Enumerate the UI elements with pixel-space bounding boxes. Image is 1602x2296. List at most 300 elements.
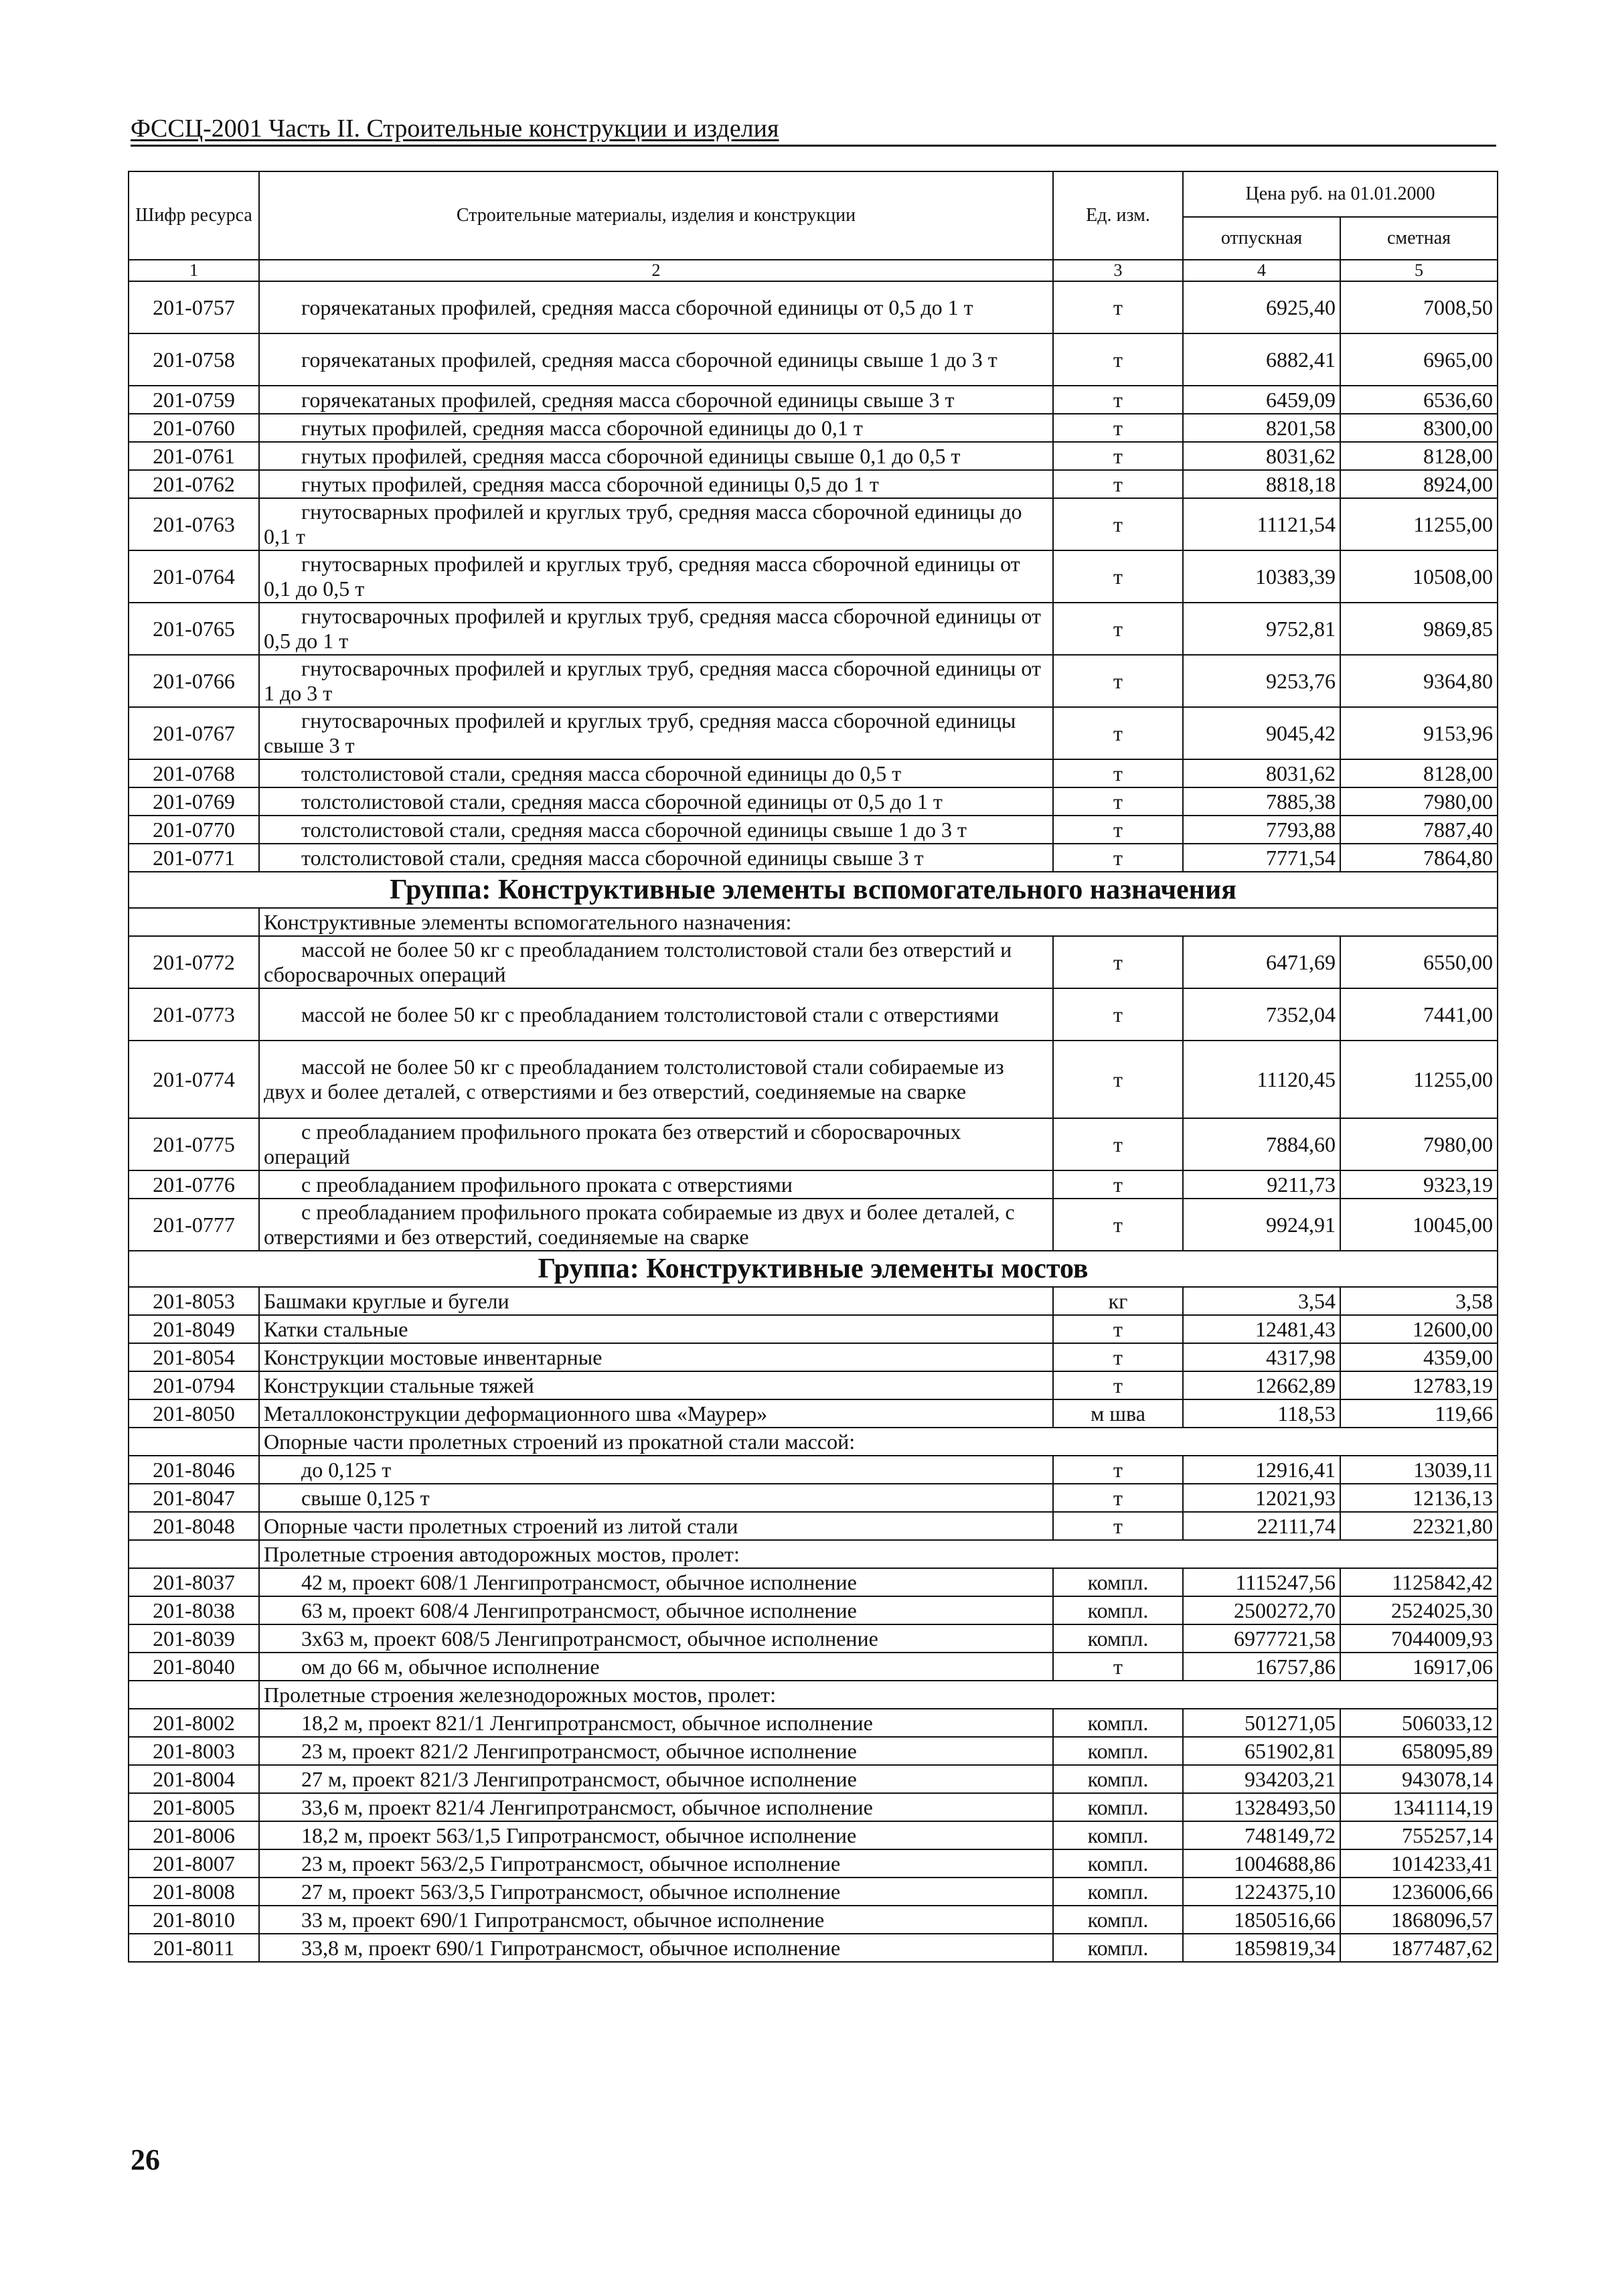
material-name [259, 1315, 1053, 1343]
resource-code: 201-8048 [129, 1512, 259, 1540]
table-row [129, 655, 1498, 707]
release-price: 1004688,86 [1183, 1849, 1340, 1878]
material-name-text: 27 м, проект 821/3 Ленгипротрансмост, обычное исполнение [301, 1766, 857, 1791]
unit-of-measure: т [1053, 1484, 1183, 1512]
material-name-text: горячекатаных профилей, средняя масса сборочной единицы свыше 1 до 3 т [301, 347, 997, 372]
material-name [259, 414, 1053, 442]
unit-of-measure: компл. [1053, 1793, 1183, 1821]
estimate-price: 7887,40 [1340, 816, 1498, 844]
release-price: 1850516,66 [1183, 1906, 1340, 1934]
column-number: 4 [1183, 260, 1340, 281]
estimate-price: 16917,06 [1340, 1653, 1498, 1681]
material-name-text: 23 м, проект 821/2 Ленгипротрансмост, обычное исполнение [301, 1738, 857, 1763]
material-name-text: толстолистовой стали, средняя масса сборочной единицы свыше 1 до 3 т [301, 817, 967, 842]
table-header [129, 171, 1498, 281]
table-row [129, 1041, 1498, 1118]
material-name-text: гнутых профилей, средняя масса сборочной единицы до 0,1 т [301, 415, 863, 440]
table-row [129, 1793, 1498, 1821]
table-row [129, 1484, 1498, 1512]
material-name [259, 1793, 1053, 1821]
estimate-price: 8128,00 [1340, 442, 1498, 470]
unit-of-measure: т [1053, 1456, 1183, 1484]
subheading-code-cell [129, 1681, 259, 1709]
release-price: 1328493,50 [1183, 1793, 1340, 1821]
release-price: 7352,04 [1183, 988, 1340, 1041]
unit-of-measure: компл. [1053, 1934, 1183, 1962]
resource-code: 201-8004 [129, 1765, 259, 1793]
resource-code: 201-0766 [129, 655, 259, 707]
material-name-text: гнутосварных профилей и круглых труб, средняя масса сборочной единицы от 0,1 до 0,5 т [264, 552, 1020, 601]
header-price-group: Цена руб. на 01.01.2000 [1183, 171, 1498, 217]
unit-of-measure: т [1053, 333, 1183, 386]
release-price: 118,53 [1183, 1399, 1340, 1428]
estimate-price: 4359,00 [1340, 1343, 1498, 1371]
release-price: 22111,74 [1183, 1512, 1340, 1540]
material-name [259, 1343, 1053, 1371]
header-code: Шифр ресурса [129, 171, 259, 260]
material-name-text: горячекатаных профилей, средняя масса сборочной единицы свыше 3 т [301, 387, 955, 412]
unit-of-measure: м шва [1053, 1399, 1183, 1428]
resource-code: 201-0757 [129, 281, 259, 333]
unit-of-measure: т [1053, 1371, 1183, 1399]
table-row [129, 1371, 1498, 1399]
release-price: 6459,09 [1183, 386, 1340, 414]
unit-of-measure: т [1053, 603, 1183, 655]
estimate-price: 7441,00 [1340, 988, 1498, 1041]
material-name-text: горячекатаных профилей, средняя масса сборочной единицы от 0,5 до 1 т [301, 295, 973, 319]
release-price: 12662,89 [1183, 1371, 1340, 1399]
material-name-text: 23 м, проект 563/2,5 Гипротрансмост, обычное исполнение [301, 1851, 841, 1876]
resource-code: 201-8046 [129, 1456, 259, 1484]
estimate-price: 13039,11 [1340, 1456, 1498, 1484]
resource-code: 201-8053 [129, 1287, 259, 1315]
header-unit: Ед. изм. [1053, 171, 1183, 260]
material-name [259, 1568, 1053, 1596]
unit-of-measure: т [1053, 988, 1183, 1041]
resource-code: 201-8037 [129, 1568, 259, 1596]
material-name [259, 1484, 1053, 1512]
table-row [129, 470, 1498, 498]
unit-of-measure: т [1053, 759, 1183, 787]
unit-of-measure: кг [1053, 1287, 1183, 1315]
table-row [129, 1399, 1498, 1428]
resource-code: 201-0794 [129, 1371, 259, 1399]
unit-of-measure: т [1053, 936, 1183, 988]
material-name [259, 844, 1053, 872]
material-name [259, 1170, 1053, 1199]
page-number: 26 [131, 2143, 160, 2176]
release-price: 4317,98 [1183, 1343, 1340, 1371]
material-name-text: с преобладанием профильного проката с отверстиями [301, 1172, 793, 1197]
resource-code: 201-0760 [129, 414, 259, 442]
table-row [129, 498, 1498, 550]
estimate-price: 1014233,41 [1340, 1849, 1498, 1878]
material-name-text: до 0,125 т [301, 1457, 392, 1482]
subheading-row [129, 908, 1498, 936]
resource-code: 201-0769 [129, 787, 259, 816]
header-estimate-price: сметная [1340, 217, 1498, 260]
unit-of-measure: компл. [1053, 1821, 1183, 1849]
release-price: 12481,43 [1183, 1315, 1340, 1343]
table-row [129, 1512, 1498, 1540]
table-row [129, 844, 1498, 872]
release-price: 1224375,10 [1183, 1878, 1340, 1906]
release-price: 6882,41 [1183, 333, 1340, 386]
table-row [129, 1934, 1498, 1962]
material-name [259, 1371, 1053, 1399]
table-row [129, 787, 1498, 816]
material-name-text: 18,2 м, проект 821/1 Ленгипротрансмост, обычное исполнение [301, 1710, 873, 1735]
resource-code: 201-8010 [129, 1906, 259, 1934]
estimate-price: 2524025,30 [1340, 1596, 1498, 1624]
release-price: 3,54 [1183, 1287, 1340, 1315]
unit-of-measure: т [1053, 1512, 1183, 1540]
material-name-text: Конструкции мостовые инвентарные [264, 1345, 603, 1369]
estimate-price: 119,66 [1340, 1399, 1498, 1428]
material-name [259, 1653, 1053, 1681]
material-name-text: гнутосварочных профилей и круглых труб, средняя масса сборочной единицы свыше 3 т [264, 708, 1016, 757]
estimate-price: 506033,12 [1340, 1709, 1498, 1737]
unit-of-measure: компл. [1053, 1906, 1183, 1934]
material-name-text: гнутосварочных профилей и круглых труб, средняя масса сборочной единицы от 1 до 3 т [264, 656, 1041, 705]
resource-code: 201-0777 [129, 1199, 259, 1251]
table-row [129, 988, 1498, 1041]
estimate-price: 12136,13 [1340, 1484, 1498, 1512]
release-price: 6471,69 [1183, 936, 1340, 988]
resource-code: 201-0758 [129, 333, 259, 386]
release-price: 12021,93 [1183, 1484, 1340, 1512]
release-price: 1859819,34 [1183, 1934, 1340, 1962]
resource-code: 201-0775 [129, 1118, 259, 1170]
resource-code: 201-8006 [129, 1821, 259, 1849]
release-price: 7884,60 [1183, 1118, 1340, 1170]
unit-of-measure: т [1053, 1315, 1183, 1343]
table-row [129, 1568, 1498, 1596]
unit-of-measure: т [1053, 281, 1183, 333]
material-name-text: Конструкции стальные тяжей [264, 1373, 534, 1397]
release-price: 10383,39 [1183, 550, 1340, 603]
estimate-price: 1877487,62 [1340, 1934, 1498, 1962]
estimate-price: 9869,85 [1340, 603, 1498, 655]
unit-of-measure: компл. [1053, 1878, 1183, 1906]
resource-code: 201-0761 [129, 442, 259, 470]
release-price: 748149,72 [1183, 1821, 1340, 1849]
material-name [259, 655, 1053, 707]
unit-of-measure: т [1053, 386, 1183, 414]
column-number: 2 [259, 260, 1053, 281]
estimate-price: 943078,14 [1340, 1765, 1498, 1793]
resource-code: 201-8002 [129, 1709, 259, 1737]
column-number: 3 [1053, 260, 1183, 281]
resource-code: 201-8003 [129, 1737, 259, 1765]
material-name-text: массой не более 50 кг с преобладанием толстолистовой стали без отверстий и сборосварочных операций [264, 937, 1012, 986]
estimate-price: 7864,80 [1340, 844, 1498, 872]
estimate-price: 755257,14 [1340, 1821, 1498, 1849]
unit-of-measure: т [1053, 1041, 1183, 1118]
material-name [259, 498, 1053, 550]
table-row [129, 414, 1498, 442]
material-name [259, 1624, 1053, 1653]
estimate-price: 9323,19 [1340, 1170, 1498, 1199]
material-name [259, 1906, 1053, 1934]
release-price: 16757,86 [1183, 1653, 1340, 1681]
estimate-price: 7980,00 [1340, 787, 1498, 816]
unit-of-measure: т [1053, 414, 1183, 442]
table-row [129, 707, 1498, 759]
material-name-text: 3х63 м, проект 608/5 Ленгипротрансмост, обычное исполнение [301, 1626, 878, 1651]
group-heading-row [129, 872, 1498, 908]
column-number: 1 [129, 260, 259, 281]
estimate-price: 9153,96 [1340, 707, 1498, 759]
unit-of-measure: т [1053, 1118, 1183, 1170]
group-title: Группа: Конструктивные элементы вспомогательного назначения [129, 872, 1498, 908]
material-name [259, 1709, 1053, 1737]
resource-code: 201-0765 [129, 603, 259, 655]
release-price: 501271,05 [1183, 1709, 1340, 1737]
material-name-text: 33,6 м, проект 821/4 Ленгипротрансмост, обычное исполнение [301, 1794, 873, 1819]
resource-code: 201-0771 [129, 844, 259, 872]
material-name [259, 550, 1053, 603]
subheading-code-cell [129, 1428, 259, 1456]
release-price: 6977721,58 [1183, 1624, 1340, 1653]
release-price: 7771,54 [1183, 844, 1340, 872]
resource-code: 201-8008 [129, 1878, 259, 1906]
release-price: 7885,38 [1183, 787, 1340, 816]
material-name [259, 1399, 1053, 1428]
table-row [129, 1737, 1498, 1765]
header-name: Строительные материалы, изделия и конструкции [259, 171, 1053, 260]
resource-code: 201-0759 [129, 386, 259, 414]
material-name-text: 33,8 м, проект 690/1 Гипротрансмост, обычное исполнение [301, 1935, 841, 1960]
estimate-price: 12783,19 [1340, 1371, 1498, 1399]
table-row [129, 550, 1498, 603]
resource-code: 201-8050 [129, 1399, 259, 1428]
table-row [129, 759, 1498, 787]
release-price: 8201,58 [1183, 414, 1340, 442]
header-release-price: отпускная [1183, 217, 1340, 260]
unit-of-measure: компл. [1053, 1737, 1183, 1765]
page-header [131, 114, 1496, 147]
material-name-text: массой не более 50 кг с преобладанием толстолистовой стали собираемые из двух и более деталей, с отверстиями и без отверстий, соединяемые на сварке [264, 1055, 1004, 1103]
resource-code: 201-0763 [129, 498, 259, 550]
resource-code: 201-0767 [129, 707, 259, 759]
column-number-row [129, 260, 1498, 281]
estimate-price: 1341114,19 [1340, 1793, 1498, 1821]
estimate-price: 1125842,42 [1340, 1568, 1498, 1596]
subheading-text: Пролетные строения железнодорожных мостов, пролет: [259, 1681, 1498, 1709]
resource-code: 201-8039 [129, 1624, 259, 1653]
table-row [129, 936, 1498, 988]
resource-code: 201-0773 [129, 988, 259, 1041]
subheading-text: Конструктивные элементы вспомогательного назначения: [259, 908, 1498, 936]
unit-of-measure: т [1053, 1653, 1183, 1681]
table-row [129, 1287, 1498, 1315]
material-name-text: свыше 0,125 т [301, 1485, 430, 1510]
resource-code: 201-0764 [129, 550, 259, 603]
material-name [259, 386, 1053, 414]
material-name-text: Катки стальные [264, 1316, 408, 1341]
unit-of-measure: компл. [1053, 1596, 1183, 1624]
table-row [129, 1765, 1498, 1793]
table-row [129, 1199, 1498, 1251]
unit-of-measure: т [1053, 498, 1183, 550]
material-name-text: 42 м, проект 608/1 Ленгипротрансмост, обычное исполнение [301, 1570, 857, 1594]
release-price: 9924,91 [1183, 1199, 1340, 1251]
estimate-price: 6536,60 [1340, 386, 1498, 414]
material-name-text: толстолистовой стали, средняя масса сборочной единицы до 0,5 т [301, 761, 902, 785]
material-name [259, 470, 1053, 498]
table-row [129, 1653, 1498, 1681]
table-row [129, 1624, 1498, 1653]
material-name [259, 1287, 1053, 1315]
unit-of-measure: т [1053, 787, 1183, 816]
unit-of-measure: т [1053, 442, 1183, 470]
table-row [129, 333, 1498, 386]
material-name [259, 1821, 1053, 1849]
table-row [129, 1343, 1498, 1371]
material-name-text: ом до 66 м, обычное исполнение [301, 1654, 600, 1679]
estimate-price: 7980,00 [1340, 1118, 1498, 1170]
material-name-text: гнутых профилей, средняя масса сборочной единицы 0,5 до 1 т [301, 471, 879, 496]
estimate-price: 1236006,66 [1340, 1878, 1498, 1906]
page-header-text: ФССЦ-2001 Часть II. Строительные конструкции и изделия [131, 114, 779, 143]
table-row [129, 386, 1498, 414]
material-name-text: гнутосварных профилей и круглых труб, средняя масса сборочной единицы до 0,1 т [264, 500, 1022, 548]
material-name [259, 707, 1053, 759]
table-row [129, 603, 1498, 655]
estimate-price: 8924,00 [1340, 470, 1498, 498]
material-name [259, 1512, 1053, 1540]
table-row [129, 1878, 1498, 1906]
material-name-text: толстолистовой стали, средняя масса сборочной единицы свыше 3 т [301, 845, 924, 870]
resource-code: 201-0774 [129, 1041, 259, 1118]
unit-of-measure: компл. [1053, 1765, 1183, 1793]
release-price: 651902,81 [1183, 1737, 1340, 1765]
unit-of-measure: т [1053, 655, 1183, 707]
table-row [129, 1315, 1498, 1343]
unit-of-measure: т [1053, 844, 1183, 872]
estimate-price: 7008,50 [1340, 281, 1498, 333]
resource-code: 201-8047 [129, 1484, 259, 1512]
table-row [129, 1118, 1498, 1170]
table-row [129, 442, 1498, 470]
estimate-price: 658095,89 [1340, 1737, 1498, 1765]
table-row [129, 1456, 1498, 1484]
release-price: 934203,21 [1183, 1765, 1340, 1793]
material-name [259, 1118, 1053, 1170]
material-name-text: с преобладанием профильного проката собираемые из двух и более деталей, с отверстиями и без отверстий, соединяемые на сварке [264, 1200, 1015, 1249]
release-price: 8031,62 [1183, 759, 1340, 787]
estimate-price: 11255,00 [1340, 498, 1498, 550]
estimate-price: 8300,00 [1340, 414, 1498, 442]
material-name [259, 442, 1053, 470]
material-name [259, 759, 1053, 787]
column-number: 5 [1340, 260, 1498, 281]
release-price: 7793,88 [1183, 816, 1340, 844]
subheading-row [129, 1428, 1498, 1456]
estimate-price: 9364,80 [1340, 655, 1498, 707]
resource-code: 201-8049 [129, 1315, 259, 1343]
table-row [129, 816, 1498, 844]
resource-code: 201-8005 [129, 1793, 259, 1821]
estimate-price: 1868096,57 [1340, 1906, 1498, 1934]
material-name-text: гнутых профилей, средняя масса сборочной единицы свыше 0,1 до 0,5 т [301, 443, 961, 468]
material-name [259, 1765, 1053, 1793]
table-row [129, 1906, 1498, 1934]
release-price: 9045,42 [1183, 707, 1340, 759]
estimate-price: 11255,00 [1340, 1041, 1498, 1118]
estimate-price: 7044009,93 [1340, 1624, 1498, 1653]
material-name-text: толстолистовой стали, средняя масса сборочной единицы от 0,5 до 1 т [301, 789, 943, 814]
table-row [129, 281, 1498, 333]
material-name-text: 27 м, проект 563/3,5 Гипротрансмост, обычное исполнение [301, 1879, 841, 1904]
subheading-row [129, 1540, 1498, 1568]
unit-of-measure: т [1053, 1343, 1183, 1371]
material-name-text: 33 м, проект 690/1 Гипротрансмост, обычное исполнение [301, 1907, 825, 1932]
resource-code: 201-8054 [129, 1343, 259, 1371]
release-price: 1115247,56 [1183, 1568, 1340, 1596]
resource-code: 201-8007 [129, 1849, 259, 1878]
material-name [259, 1878, 1053, 1906]
estimate-price: 3,58 [1340, 1287, 1498, 1315]
estimate-price: 22321,80 [1340, 1512, 1498, 1540]
material-name [259, 1199, 1053, 1251]
material-name [259, 787, 1053, 816]
table-row [129, 1709, 1498, 1737]
resource-code: 201-8040 [129, 1653, 259, 1681]
material-name-text: Опорные части пролетных строений из литой стали [264, 1513, 738, 1538]
material-name [259, 1849, 1053, 1878]
material-name-text: 18,2 м, проект 563/1,5 Гипротрансмост, обычное исполнение [301, 1823, 857, 1847]
estimate-price: 12600,00 [1340, 1315, 1498, 1343]
material-name-text: массой не более 50 кг с преобладанием толстолистовой стали с отверстиями [301, 1002, 999, 1026]
release-price: 9211,73 [1183, 1170, 1340, 1199]
resource-code: 201-8011 [129, 1934, 259, 1962]
unit-of-measure: компл. [1053, 1568, 1183, 1596]
unit-of-measure: т [1053, 550, 1183, 603]
estimate-price: 6965,00 [1340, 333, 1498, 386]
material-name-text: 63 м, проект 608/4 Ленгипротрансмост, обычное исполнение [301, 1598, 857, 1622]
resource-code: 201-0768 [129, 759, 259, 787]
price-table [128, 171, 1498, 1963]
material-name-text: Металлоконструкции деформационного шва «Маурер» [264, 1401, 768, 1426]
unit-of-measure: т [1053, 816, 1183, 844]
material-name [259, 1737, 1053, 1765]
unit-of-measure: т [1053, 1199, 1183, 1251]
unit-of-measure: т [1053, 707, 1183, 759]
material-name [259, 1456, 1053, 1484]
material-name [259, 333, 1053, 386]
subheading-code-cell [129, 908, 259, 936]
group-title: Группа: Конструктивные элементы мостов [129, 1251, 1498, 1287]
material-name [259, 281, 1053, 333]
resource-code: 201-0772 [129, 936, 259, 988]
release-price: 9752,81 [1183, 603, 1340, 655]
unit-of-measure: т [1053, 470, 1183, 498]
unit-of-measure: компл. [1053, 1709, 1183, 1737]
subheading-row [129, 1681, 1498, 1709]
material-name [259, 1934, 1053, 1962]
material-name-text: Башмаки круглые и бугели [264, 1288, 509, 1313]
material-name [259, 936, 1053, 988]
table-row [129, 1170, 1498, 1199]
release-price: 9253,76 [1183, 655, 1340, 707]
material-name [259, 1596, 1053, 1624]
material-name-text: гнутосварочных профилей и круглых труб, средняя масса сборочной единицы от 0,5 до 1 т [264, 604, 1041, 653]
unit-of-measure: т [1053, 1170, 1183, 1199]
estimate-price: 10508,00 [1340, 550, 1498, 603]
table-row [129, 1596, 1498, 1624]
